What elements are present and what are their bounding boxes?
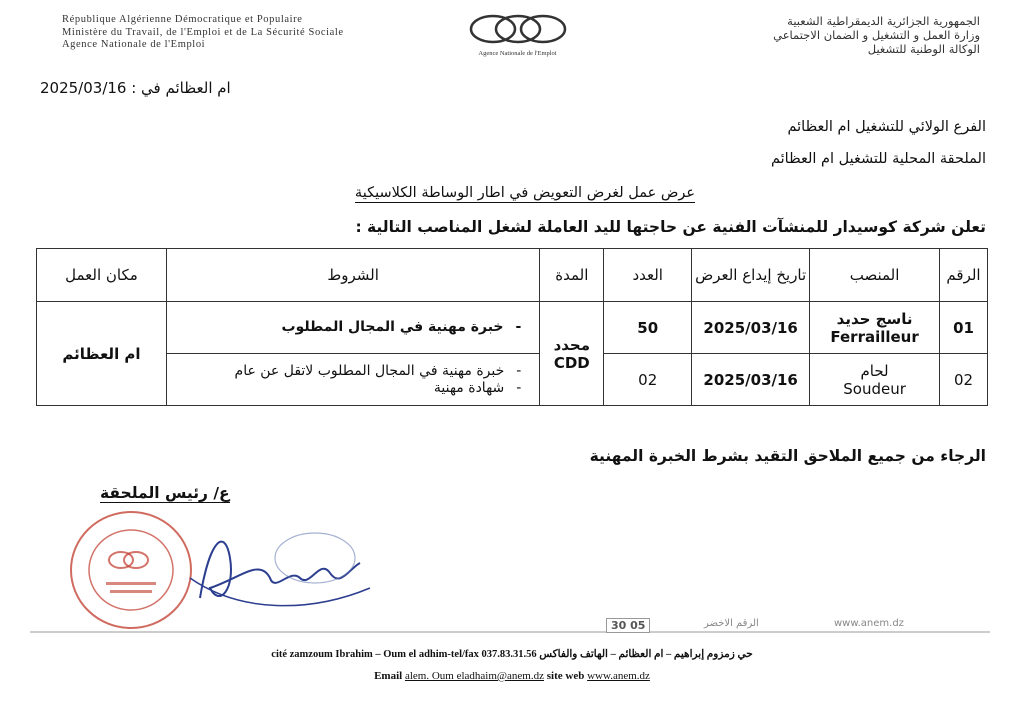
row-2-count: 02 — [604, 354, 692, 406]
duration-cell — [540, 302, 604, 406]
email-link[interactable]: alem. Oum eladhaim@anem.dz — [404, 670, 544, 682]
header-ar-line-1: الجمهورية الجزائرية الديمقراطية الشعبية — [787, 14, 980, 28]
announcement: تعلن شركة كوسيدار للمنشآت الفنية عن حاجتها لليد العاملة لشغل المناصب التالية : — [355, 218, 986, 236]
row-2-condition-2: - شهادة مهنية — [168, 380, 521, 397]
row-2-position-fr: Soudeur — [843, 379, 906, 398]
header-french — [62, 14, 344, 52]
header-fr-line-1: République Algérienne Démocratique et Populaire — [62, 14, 303, 25]
row-1-condition-1: - خبرة مهنية في المجال المطلوب — [168, 319, 521, 336]
row-1-position-ar: ناسج حديد — [836, 309, 913, 328]
row-1-position — [810, 302, 940, 354]
header-fr-line-3: Agence Nationale de l'Emploi — [62, 39, 206, 50]
row-1-conditions — [166, 302, 539, 354]
site-label: site web — [546, 670, 585, 682]
row-1-position-fr: Ferrailleur — [830, 327, 919, 346]
row-2-num: 02 — [940, 354, 988, 406]
table-header-row — [37, 249, 988, 302]
footer-site: www.anem.dz — [830, 618, 908, 629]
header-ar-line-3: الوكالة الوطنية للتشغيل — [867, 42, 980, 56]
green-number: 30 05 — [606, 618, 650, 633]
row-2-conditions — [166, 354, 539, 406]
green-number-label: الرقم الاخضر — [700, 618, 763, 629]
site-link[interactable]: www.anem.dz — [587, 670, 650, 682]
signatory-title — [100, 484, 230, 502]
signature — [180, 518, 380, 622]
row-2-date: 2025/03/16 — [692, 354, 810, 406]
row-1-date: 2025/03/16 — [692, 302, 810, 354]
header-num: الرقم — [940, 249, 988, 302]
header-ar-line-2: وزارة العمل و التشغيل و الضمان الاجتماعي — [773, 28, 980, 42]
branch-line: الفرع الولائي للتشغيل ام العظائم — [787, 119, 986, 135]
header-fr-line-2: Ministère du Travail, de l'Emploi et de La Sécurité Sociale — [62, 26, 344, 38]
job-offers-table — [36, 248, 988, 406]
location-cell: ام العظائم — [37, 302, 167, 406]
official-stamp — [66, 508, 196, 636]
duration-ar: محدد — [553, 335, 591, 354]
document-date: ام العظائم في : 2025/03/16 — [40, 79, 231, 97]
table-row — [37, 354, 988, 406]
row-2-condition-1: - خبرة مهنية في المجال المطلوب لاتقل عن عام — [168, 363, 521, 380]
email-line — [0, 670, 1024, 682]
header-position: المنصب — [810, 249, 940, 302]
header-arabic — [773, 14, 980, 56]
stamp-icon — [66, 508, 196, 632]
signatory-title-text: ع/ رئيس الملحقة — [100, 484, 230, 502]
header-location: مكان العمل — [37, 249, 167, 302]
duration-fr: CDD — [553, 353, 590, 372]
anem-logo-icon — [463, 12, 573, 46]
local-annex-line: الملحقة المحلية للتشغيل ام العظائم — [770, 151, 986, 167]
table-row — [37, 302, 988, 354]
header-duration: المدة — [540, 249, 604, 302]
header-count: العدد — [604, 249, 692, 302]
address-line: cité zamzoum Ibrahim – Oum el adhim-tel/fax 037.83.31.56 حي زمزوم إبراهيم – ام العظائم – الهاتف والفاكس — [271, 649, 753, 660]
header-conditions: الشروط — [166, 249, 539, 302]
row-2-position — [810, 354, 940, 406]
signature-icon — [180, 518, 380, 618]
offer-title — [260, 185, 790, 201]
row-1-count: 50 — [604, 302, 692, 354]
offer-title-text: عرض عمل لغرض التعويض في اطار الوساطة الكلاسيكية — [354, 185, 696, 201]
row-2-position-ar: لحام — [860, 361, 889, 380]
row-1-num: 01 — [940, 302, 988, 354]
anem-logo — [455, 12, 580, 57]
header-date: تاريخ إيداع العرض — [692, 249, 810, 302]
logo-caption: Agence Nationale de l'Emploi — [478, 50, 557, 57]
experience-note: الرجاء من جميع الملاحق التقيد بشرط الخبرة المهنية — [589, 447, 986, 465]
email-label: Email — [374, 670, 403, 682]
